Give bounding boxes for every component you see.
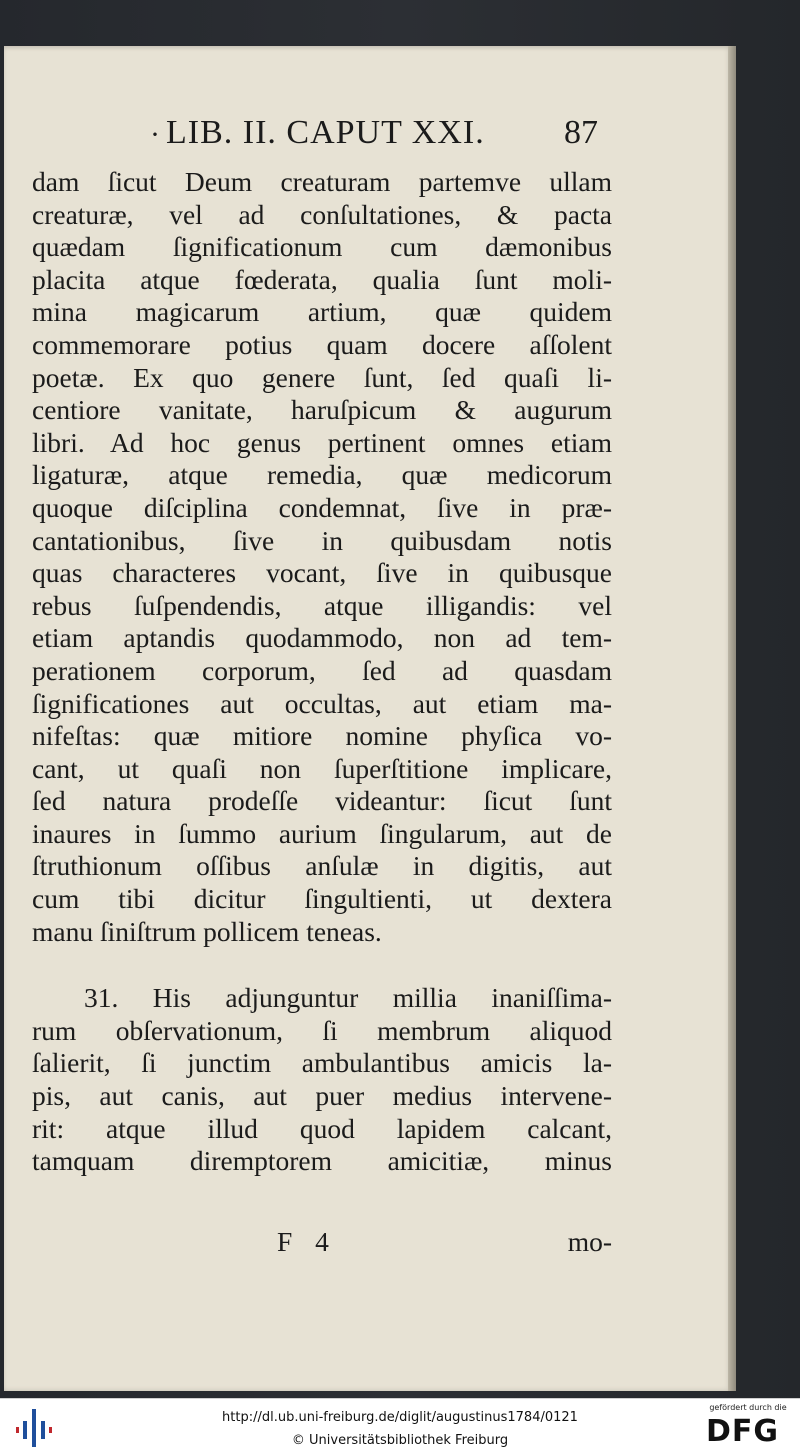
text-line: centiore vanitate, haruſpicum & augurum <box>32 394 612 426</box>
text-line: tamquam diremptorem amicitiæ, minus <box>32 1145 612 1177</box>
dfg-logo-text: DFG <box>706 1414 780 1449</box>
text-line: rebus ſuſpendendis, atque illigandis: vel <box>32 589 612 621</box>
text-line: rum obſervationum, ſi membrum aliquod <box>32 1014 612 1046</box>
text-line: placita atque fœderata, qualia ſunt moli- <box>32 263 612 295</box>
text-line: cum tibi dicitur ſingultienti, ut dextera <box>32 883 612 915</box>
text-line: ſed natura prodeſſe videantur: ſicut ſunt <box>32 785 612 817</box>
running-head <box>4 114 732 154</box>
text-line: cantationibus, ſive in quibusdam notis <box>32 524 612 556</box>
text-line: pis, aut canis, aut puer medius intervene- <box>32 1080 612 1112</box>
text-line: rit: atque illud quod lapidem calcant, <box>32 1112 612 1144</box>
text-line: quoque diſciplina condemnat, ſive in præ- <box>32 491 612 523</box>
paragraph-gap <box>32 948 612 982</box>
text-line: 31. His adjunguntur millia inaniſſima- <box>84 982 612 1014</box>
text-line: dam ſicut Deum creaturam partemve ullam <box>32 166 612 197</box>
book-page <box>4 46 732 1391</box>
text-line: perationem corporum, ſed ad quasdam <box>32 654 612 686</box>
funder-caption: gefördert durch die <box>709 1403 787 1412</box>
page-edge <box>728 46 736 1391</box>
text-line: poetæ. Ex quo genere ſunt, ſed quaſi li- <box>32 361 612 393</box>
text-line: nifeſtas: quæ mitiore nomine phyſica vo- <box>32 720 612 752</box>
paragraph-2 <box>32 982 612 1178</box>
footer-bar <box>0 1398 800 1456</box>
text-line: ſalierit, ſi junctim ambulantibus amicis la- <box>32 1047 612 1079</box>
copyright-notice: © Universitätsbibliothek Freiburg <box>291 1433 509 1448</box>
text-line: mina magicarum artium, quæ quidem <box>32 296 612 328</box>
main-text <box>32 166 612 1178</box>
text-line: manu ſiniſtrum pollicem teneas. <box>32 915 382 947</box>
text-line: inaures in ſummo aurium ſingularum, aut de <box>32 817 612 849</box>
text-line: libri. Ad hoc genus pertinent omnes etiam <box>32 426 612 458</box>
dfg-logo[interactable] <box>700 1403 796 1453</box>
text-line: ſignificationes aut occultas, aut etiam ma- <box>32 687 612 719</box>
signature-line <box>32 1226 612 1262</box>
text-line: cant, ut quaſi non ſuperſtitione implicare, <box>32 752 612 784</box>
text-line: commemorare potius quam docere aſſolent <box>32 328 612 360</box>
text-line: quædam ſignificationum cum dæmonibus <box>32 231 612 263</box>
paragraph-1 <box>32 166 612 948</box>
header-mark: · <box>150 118 160 151</box>
page-number: 87 <box>564 114 598 151</box>
text-line: etiam aptandis quodammodo, non ad tem- <box>32 622 612 654</box>
text-line: quas characteres vocant, ſive in quibusque <box>32 557 612 589</box>
catchword: mo- <box>567 1226 612 1257</box>
signature-mark: F 4 <box>277 1226 337 1257</box>
page-title: LIB. II. CAPUT XXI. <box>166 114 485 151</box>
text-line: ligaturæ, atque remedia, quæ medicorum <box>32 459 612 491</box>
text-line: ſtruthionum oſſibus anſulæ in digitis, aut <box>32 850 612 882</box>
permalink-url[interactable]: http://dl.ub.uni-freiburg.de/diglit/augustinus1784/0121 <box>222 1410 578 1425</box>
text-line: creaturæ, vel ad conſultationes, & pacta <box>32 198 612 230</box>
